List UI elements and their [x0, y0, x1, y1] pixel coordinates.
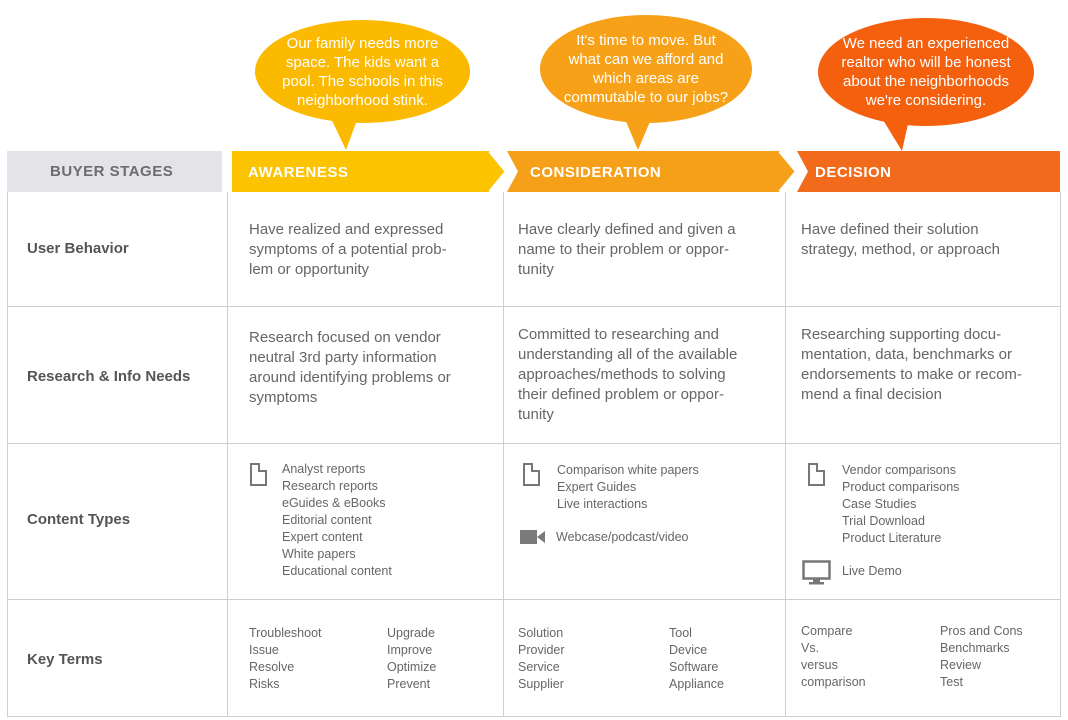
grid-line	[7, 599, 1061, 600]
user-behavior-decision	[801, 220, 1000, 260]
list-item: Review	[940, 658, 981, 672]
list-item: versus	[801, 658, 838, 672]
list-item: Live interactions	[557, 497, 648, 511]
cell-line: tunity	[518, 406, 554, 423]
list-item: Provider	[518, 643, 565, 657]
bubble-text: space. The kids want a	[285, 53, 440, 71]
bubble-text: We need an experienced	[842, 35, 1010, 52]
list-item: Educational content	[282, 564, 392, 578]
list-item: Software	[669, 660, 719, 674]
key-terms-awareness-col2	[387, 625, 436, 693]
user-behavior-awareness	[249, 220, 447, 280]
list-item: Device	[669, 643, 708, 657]
list-item: Supplier	[518, 677, 564, 691]
cell-line: neutral 3rd party information	[249, 349, 437, 366]
grid-line	[227, 192, 228, 716]
cell-line: approaches/methods to solving	[518, 366, 726, 383]
awareness-stage-label: AWARENESS	[248, 164, 349, 181]
decision-stage-label: DECISION	[815, 164, 892, 181]
bubble-text: pool. The schools in this	[282, 72, 443, 90]
row-label-key-terms: Key Terms	[27, 651, 103, 668]
list-item: Prevent	[387, 677, 431, 691]
bubble-text: neighborhood stink.	[297, 91, 428, 109]
cell-line: Have realized and expressed	[249, 221, 444, 238]
list-item: Resolve	[249, 660, 295, 674]
cell-line: Research focused on vendor	[249, 329, 441, 346]
list-item: Case Studies	[842, 497, 917, 511]
list-item: Improve	[387, 643, 433, 657]
cell-line: tunity	[518, 261, 554, 278]
cell-line: Have clearly defined and given a	[518, 221, 736, 238]
list-item: Risks	[249, 677, 280, 691]
list-item: Pros and Cons	[940, 624, 1023, 638]
monitor-icon	[802, 560, 832, 586]
key-terms-consideration-col1	[518, 625, 565, 693]
content-decision	[842, 462, 959, 547]
list-item: Trial Download	[842, 514, 925, 528]
bubble-text: what can we afford and	[568, 51, 724, 68]
list-item: Issue	[249, 643, 279, 657]
list-item: Appliance	[669, 677, 724, 691]
list-item: Product comparisons	[842, 480, 960, 494]
grid-line	[7, 716, 1061, 717]
document-icon	[250, 463, 267, 486]
grid-line	[7, 306, 1061, 307]
cell-line: understanding all of the available	[518, 346, 738, 363]
list-item: Analyst reports	[282, 462, 366, 476]
list-item: Service	[518, 660, 560, 674]
list-item: Troubleshoot	[249, 626, 322, 640]
bubble-text: commutable to our jobs?	[563, 89, 729, 106]
grid-line	[1060, 192, 1061, 716]
list-item: White papers	[282, 547, 356, 561]
content-consideration	[557, 462, 699, 513]
document-icon	[808, 463, 825, 486]
video-camera-icon	[520, 529, 546, 545]
list-item: Comparison white papers	[557, 463, 699, 477]
bubble-text: realtor who will be honest	[841, 54, 1011, 71]
key-terms-awareness-col1	[249, 625, 322, 693]
cell-line: their defined problem or oppor-	[518, 386, 724, 403]
list-item: Product Literature	[842, 531, 942, 545]
bubble-text: we're considering.	[865, 92, 987, 109]
cell-line: mentation, data, benchmarks or	[801, 346, 1012, 363]
cell-line: Researching supporting docu-	[801, 326, 1002, 343]
row-label-user-behavior: User Behavior	[27, 240, 129, 257]
list-item: Test	[940, 675, 963, 689]
user-behavior-consideration	[518, 220, 736, 280]
grid-line	[503, 192, 504, 716]
key-terms-decision-col2	[940, 623, 1023, 691]
bubble-text: about the neighborhoods	[843, 73, 1009, 90]
cell-line: Committed to researching and	[518, 326, 719, 343]
list-item: Expert content	[282, 530, 363, 544]
research-decision	[801, 325, 1022, 405]
bubble-text: It's time to move. But	[576, 32, 716, 49]
list-item: Research reports	[282, 479, 378, 493]
cell-line: Have defined their solution	[801, 221, 979, 238]
content-decision-demo: Live Demo	[842, 564, 902, 578]
cell-line: endorsements to make or recom-	[801, 366, 1022, 383]
list-item: Editorial content	[282, 513, 372, 527]
bubble-text: which areas are	[593, 70, 699, 87]
consideration-stage-label: CONSIDERATION	[530, 164, 662, 181]
cell-line: symptoms	[249, 389, 318, 406]
list-item: Solution	[518, 626, 564, 640]
list-item: comparison	[801, 675, 866, 689]
grid-line	[7, 443, 1061, 444]
content-consideration-video: Webcase/podcast/video	[556, 530, 689, 544]
grid-line	[7, 192, 8, 716]
row-label-research: Research & Info Needs	[27, 368, 191, 385]
grid-line	[785, 192, 786, 716]
content-awareness	[282, 461, 392, 580]
bubble-text: Our family needs more	[286, 34, 439, 52]
list-item: Benchmarks	[940, 641, 1010, 655]
cell-line: strategy, method, or approach	[801, 241, 1000, 258]
list-item: Vendor comparisons	[842, 463, 956, 477]
cell-line: around identifying problems or	[249, 369, 451, 386]
cell-line: mend a final decision	[801, 386, 942, 403]
buyer-stages-label: BUYER STAGES	[50, 163, 174, 180]
list-item: Expert Guides	[557, 480, 637, 494]
list-item: Tool	[669, 626, 692, 640]
list-item: Optimize	[387, 660, 437, 674]
key-terms-decision-col1	[801, 623, 866, 691]
cell-line: symptoms of a potential prob-	[249, 241, 447, 258]
list-item: eGuides & eBooks	[282, 496, 386, 510]
key-terms-consideration-col2	[669, 625, 724, 693]
cell-line: lem or opportunity	[249, 261, 370, 278]
cell-line: name to their problem or oppor-	[518, 241, 729, 258]
document-icon	[523, 463, 540, 486]
list-item: Upgrade	[387, 626, 435, 640]
research-awareness	[249, 328, 451, 408]
list-item: Compare	[801, 624, 853, 638]
list-item: Vs.	[801, 641, 820, 655]
research-consideration	[518, 325, 737, 425]
row-label-content-types: Content Types	[27, 511, 131, 528]
